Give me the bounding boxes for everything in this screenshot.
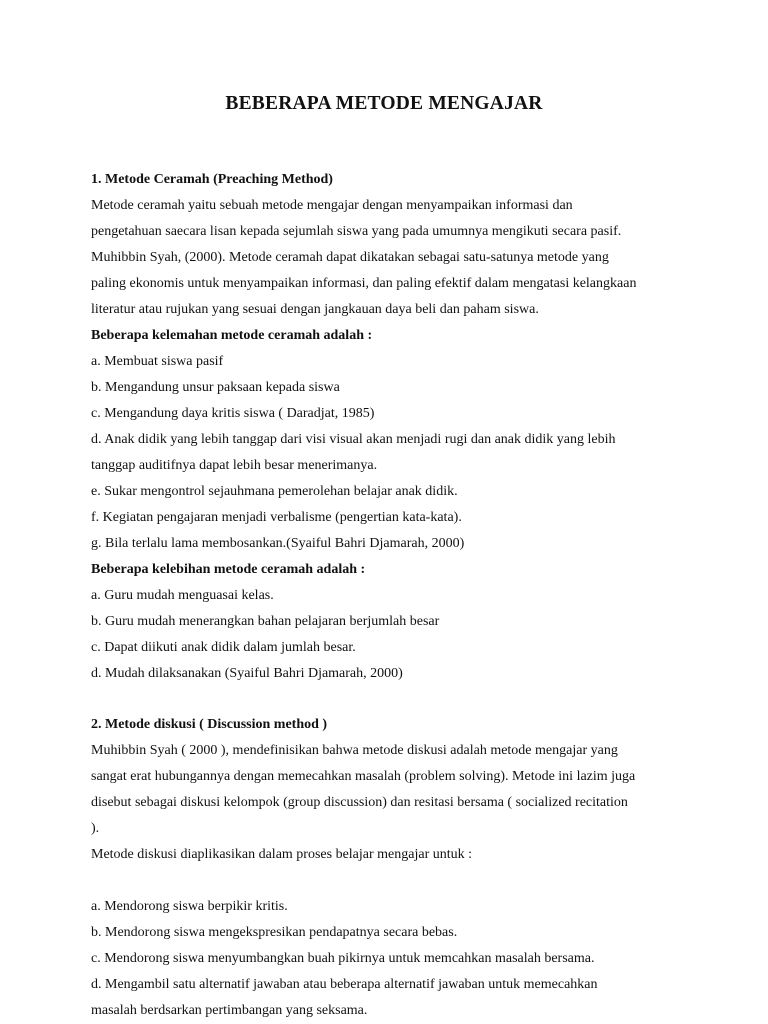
purpose-item: masalah berdsarkan pertimbangan yang seksama. xyxy=(91,1003,368,1018)
section-1-paragraph-line: Muhibbin Syah, (2000). Metode ceramah dapat dikatakan sebagai satu-satunya metode yang xyxy=(91,250,609,265)
purpose-item: b. Mendorong siswa mengekspresikan pendapatnya secara bebas. xyxy=(91,925,458,940)
section-2-paragraph-line: Muhibbin Syah ( 2000 ), mendefinisikan bahwa metode diskusi adalah metode mengajar yang xyxy=(91,743,618,758)
section-1-paragraph-line: Metode ceramah yaitu sebuah metode mengajar dengan menyampaikan informasi dan xyxy=(91,198,573,213)
section-1-heading: 1. Metode Ceramah (Preaching Method) xyxy=(91,172,333,187)
purpose-item: d. Mengambil satu alternatif jawaban atau beberapa alternatif jawaban untuk memecahkan xyxy=(91,977,598,992)
weakness-item: d. Anak didik yang lebih tanggap dari visi visual akan menjadi rugi dan anak didik yang lebih xyxy=(91,432,616,447)
section-2-heading: 2. Metode diskusi ( Discussion method ) xyxy=(91,717,328,732)
section-1-paragraph-line: paling ekonomis untuk menyampaikan informasi, dan paling efektif dalam mengatasi kelangkaan xyxy=(91,276,637,291)
strength-item: c. Dapat diikuti anak didik dalam jumlah besar. xyxy=(91,640,356,655)
purpose-item: a. Mendorong siswa berpikir kritis. xyxy=(91,899,288,914)
section-1-paragraph-line: pengetahuan saecara lisan kepada sejumlah siswa yang pada umumnya mengikuti secara pasif. xyxy=(91,224,622,239)
section-2-paragraph-line: Metode diskusi diaplikasikan dalam proses belajar mengajar untuk : xyxy=(91,847,473,862)
weakness-item: g. Bila terlalu lama membosankan.(Syaiful Bahri Djamarah, 2000) xyxy=(91,536,465,551)
weakness-item: b. Mengandung unsur paksaan kepada siswa xyxy=(91,380,340,395)
weakness-item: tanggap auditifnya dapat lebih besar menerimanya. xyxy=(91,458,378,473)
weakness-item: e. Sukar mengontrol sejauhmana pemerolehan belajar anak didik. xyxy=(91,484,458,499)
section-2-paragraph-line: sangat erat hubungannya dengan memecahkan masalah (problem solving). Metode ini lazim juga xyxy=(91,769,636,784)
weakness-item: a. Membuat siswa pasif xyxy=(91,354,224,369)
weakness-item: c. Mengandung daya kritis siswa ( Daradjat, 1985) xyxy=(91,406,375,421)
strength-heading: Beberapa kelebihan metode ceramah adalah : xyxy=(91,562,366,577)
weakness-item: f. Kegiatan pengajaran menjadi verbalisme (pengertian kata-kata). xyxy=(91,510,462,525)
strength-item: a. Guru mudah menguasai kelas. xyxy=(91,588,274,603)
strength-item: b. Guru mudah menerangkan bahan pelajaran berjumlah besar xyxy=(91,614,440,629)
weakness-heading: Beberapa kelemahan metode ceramah adalah : xyxy=(91,328,373,343)
section-2-paragraph-line: disebut sebagai diskusi kelompok (group discussion) dan resitasi bersama ( socialized recitation xyxy=(91,795,628,810)
page-title: BEBERAPA METODE MENGAJAR xyxy=(225,93,543,114)
section-2-paragraph-line: ). xyxy=(91,821,100,836)
purpose-item: c. Mendorong siswa menyumbangkan buah pikirnya untuk memcahkan masalah bersama. xyxy=(91,951,595,966)
strength-item: d. Mudah dilaksanakan (Syaiful Bahri Djamarah, 2000) xyxy=(91,666,403,681)
section-1-paragraph-line: literatur atau rujukan yang sesuai dengan jangkauan daya beli dan paham siswa. xyxy=(91,302,539,317)
